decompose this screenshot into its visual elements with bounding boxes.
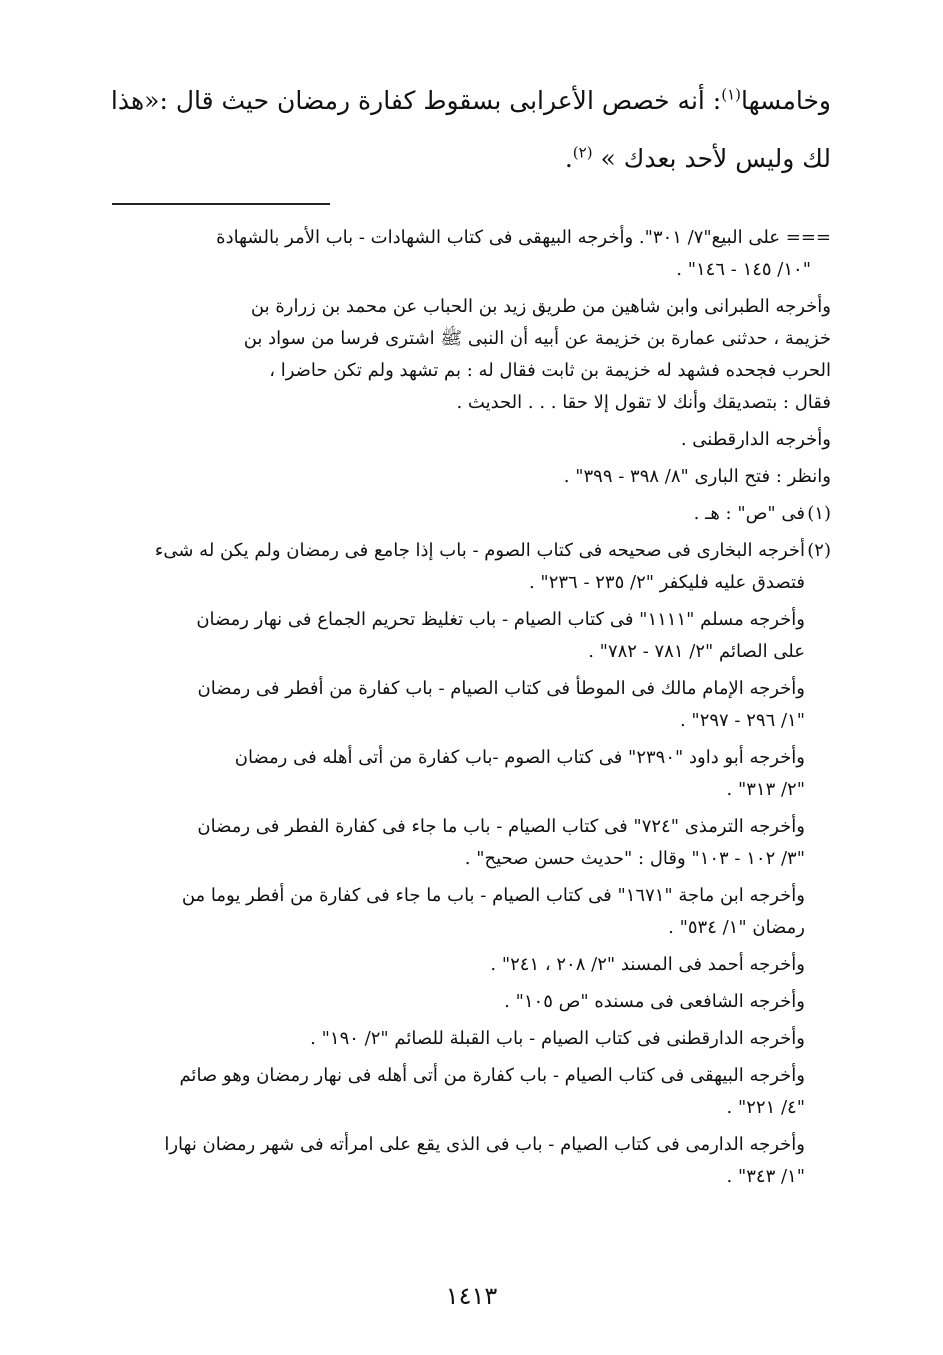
subpara-line: "١/ ٣٤٣" . bbox=[726, 1166, 805, 1187]
footnote-2-number: (٢) bbox=[807, 540, 831, 561]
footnote-2-body bbox=[109, 535, 805, 599]
footnote-2-subpara-ahmad bbox=[109, 949, 831, 981]
continued-note-para-2-line-3: الحرب فجحده فشهد له خزيمة بن ثابت فقال له : بم تشهد ولم تكن حاضرا ، bbox=[269, 360, 831, 381]
continued-note-para-1 bbox=[109, 222, 831, 286]
subpara-line: وأخرجه الترمذى "٧٢٤" فى كتاب الصيام - باب ما جاء فى كفارة الفطر فى رمضان bbox=[197, 816, 805, 837]
footnote-2-subpara-bayhaqi bbox=[109, 1060, 831, 1124]
subpara-line: وأخرجه الشافعى فى مسنده "ص ١٠٥" . bbox=[504, 991, 805, 1012]
continued-note-para-2-line-4: فقال : بتصديقك وأنك لا تقول إلا حقا . . . الحديث . bbox=[456, 392, 831, 413]
footnote-2-subpara-daraqutni bbox=[109, 1023, 831, 1055]
footnote-2-subpara-shafii bbox=[109, 986, 831, 1018]
footnote-separator-rule bbox=[112, 203, 330, 205]
main-line-1-rest: : أنه خصص الأعرابى بسقوط كفارة رمضان حيث قال :«هذا bbox=[110, 86, 722, 115]
subpara-line: وأخرجه ابن ماجة "١٦٧١" فى كتاب الصيام - باب ما جاء فى كفارة من أفطر يوما من bbox=[181, 885, 805, 906]
footnote-ref-2[interactable]: (٢) bbox=[572, 143, 593, 162]
subpara-line: "٣/ ١٠٢ - ١٠٣" وقال : "حديث حسن صحيح" . bbox=[464, 848, 805, 869]
footnote-2-subpara-darimi bbox=[109, 1129, 831, 1193]
main-line-2-text: لك وليس لأحد بعدك » bbox=[600, 144, 831, 173]
main-line-2-end: . bbox=[564, 144, 573, 173]
continued-note-para-2-line-1: وأخرجه الطبرانى وابن شاهين من طريق زيد بن الحباب عن محمد بن زرارة بن bbox=[250, 296, 831, 317]
subpara-line: وأخرجه الدارقطنى فى كتاب الصيام - باب القبلة للصائم "٢/ ١٩٠" . bbox=[310, 1028, 805, 1049]
main-line-1 bbox=[109, 72, 831, 130]
subpara-line: وأخرجه البيهقى فى كتاب الصيام - باب كفارة من أتى أهله فى نهار رمضان وهو صائم bbox=[179, 1065, 805, 1086]
footnote-1 bbox=[109, 498, 831, 530]
page-number: ١٤١٣ bbox=[445, 1282, 498, 1310]
subpara-line: "٢/ ٣١٣" . bbox=[726, 779, 805, 800]
footnote-ref-1[interactable]: (١) bbox=[721, 85, 742, 104]
subpara-line: وأخرجه الإمام مالك فى الموطأ فى كتاب الصيام - باب كفارة من أفطر فى رمضان bbox=[197, 678, 805, 699]
subpara-line: على الصائم "٢/ ٧٨١ - ٧٨٢" . bbox=[588, 641, 805, 662]
subpara-line: وأخرجه مسلم "١١١١" فى كتاب الصيام - باب تغليظ تحريم الجماع فى نهار رمضان bbox=[196, 609, 805, 630]
footnote-2-line-1: أخرجه البخارى فى صحيحه فى كتاب الصوم - باب إذا جامع فى رمضان ولم يكن له شىء bbox=[154, 540, 805, 561]
footnote-2 bbox=[109, 535, 831, 599]
continued-note-line-2: "١٠/ ١٤٥ - ١٤٦" . bbox=[676, 259, 811, 280]
subpara-line: "٤/ ٢٢١" . bbox=[726, 1097, 805, 1118]
continued-note-para-2-line-2: خزيمة ، حدثنى عمارة بن خزيمة عن أبيه أن النبى ﷺ اشترى فرسا من سواد بن bbox=[243, 328, 831, 349]
subpara-line: وأخرجه أحمد فى المسند "٢/ ٢٠٨ ، ٢٤١" . bbox=[490, 954, 805, 975]
footnote-1-text: فى "ص" : هـ . bbox=[693, 503, 805, 524]
main-line-2 bbox=[109, 130, 831, 188]
continued-note-para-2 bbox=[109, 291, 831, 419]
footnote-2-subpara-ibnmajah bbox=[109, 880, 831, 944]
subpara-line: رمضان "١/ ٥٣٤" . bbox=[668, 917, 805, 938]
footnote-2-subpara-malik bbox=[109, 673, 831, 737]
continued-note-para-4: وانظر : فتح البارى "٨/ ٣٩٨ - ٣٩٩" . bbox=[563, 466, 831, 487]
continued-note-para-3: وأخرجه الدارقطنى . bbox=[680, 429, 831, 450]
footnote-2-subpara-tirmidhi bbox=[109, 811, 831, 875]
subpara-line: "١/ ٢٩٦ - ٢٩٧" . bbox=[679, 710, 805, 731]
main-body-text bbox=[109, 72, 831, 188]
footnote-2-line-2: فتصدق عليه فليكفر "٢/ ٢٣٥ - ٢٣٦" . bbox=[528, 572, 805, 593]
footnote-1-number: (١) bbox=[807, 503, 831, 524]
footnotes-section bbox=[109, 222, 831, 1198]
footnote-2-subpara-muslim bbox=[109, 604, 831, 668]
subpara-line: وأخرجه الدارمى فى كتاب الصيام - باب فى الذى يقع على امرأته فى شهر رمضان نهارا bbox=[164, 1134, 805, 1155]
continued-note-line-1: === على البيع"٧/ ٣٠١". وأخرجه البيهقى فى كتاب الشهادات - باب الأمر بالشهادة bbox=[216, 227, 831, 248]
main-line-1-prefix: وخامسها bbox=[741, 86, 831, 115]
footnote-2-subpara-abudawud bbox=[109, 742, 831, 806]
subpara-line: وأخرجه أبو داود "٢٣٩٠" فى كتاب الصوم -باب كفارة من أتى أهله فى رمضان bbox=[234, 747, 805, 768]
